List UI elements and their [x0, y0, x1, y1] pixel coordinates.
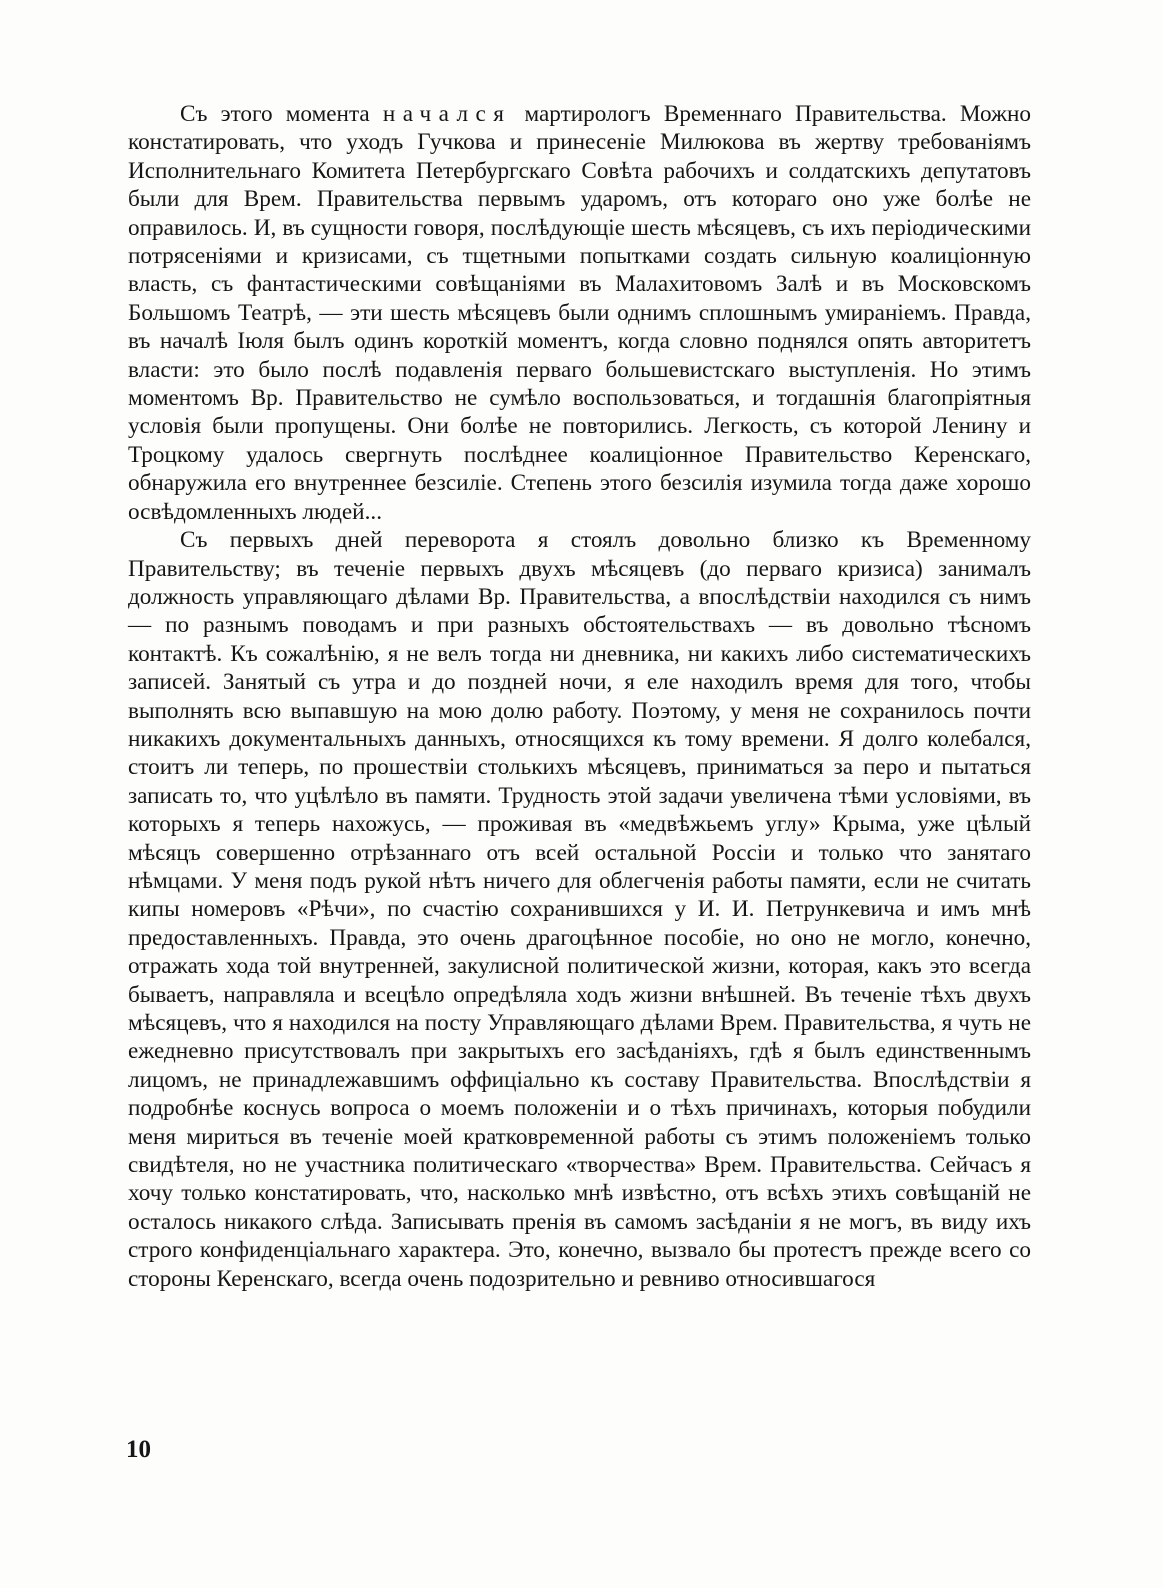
paragraph: Съ первыхъ дней переворота я стоялъ довольно близко къ Временному Правительству; въ теченіе первыхъ двухъ мѣсяцевъ (до перваго кризиса) занималъ должность управляющаго дѣлами Вр. Правительства, а впослѣдствіи находился съ нимъ — по разнымъ поводамъ и при разныхъ обстоятельствахъ — въ довольно тѣсномъ контактѣ. Къ сожалѣнію, я не велъ тогда ни дневника, ни какихъ либо систематическихъ записей. Занятый съ утра и до поздней ночи, я еле находилъ время для того, чтобы выполнять всю выпавшую на мою долю работу. Поэтому, у меня не сохранилось почти никакихъ документальныхъ данныхъ, относящихся къ тому времени. Я долго колебался, стоитъ ли теперь, по прошествіи столькихъ мѣсяцевъ, приниматься за перо и пытаться записать то, что уцѣлѣло въ памяти. Трудность этой задачи увеличена тѣми условіями, въ которыхъ я теперь нахожусь, — проживая въ «медвѣжьемъ углу» Крыма, уже цѣлый мѣсяцъ совершенно отрѣзаннаго отъ всей остальной Россіи и только что занятаго нѣмцами. У меня подъ рукой нѣтъ ничего для облегченія работы памяти, если не считать кипы номеровъ «Рѣчи», по счастію сохранившихся у И. И. Петрункевича и имъ мнѣ предоставленныхъ. Правда, это очень драгоцѣнное пособіе, но оно не могло, конечно, отражать хода той внутренней, закулисной политической жизни, которая, какъ это всегда бываетъ, направляла и всецѣло опредѣляла ходъ жизни внѣшней. Въ теченіе тѣхъ двухъ мѣсяцевъ, что я находился на посту Управляющаго дѣлами Врем. Правительства, я чуть не ежедневно присутствовалъ при закрытыхъ его засѣданіяхъ, гдѣ я былъ единственнымъ лицомъ, не принадлежавшимъ оффиціально къ составу Правительства. Впослѣдствіи я подробнѣе коснусь вопроса о моемъ положеніи и о тѣхъ причинахъ, которыя побудили меня мириться въ теченіе моей кратковременной работы съ этимъ положеніемъ только свидѣтеля, но не участника политическаго «творчества» Врем. Правительства. Сейчасъ я хочу только констатировать, что, насколько мнѣ извѣстно, отъ всѣхъ этихъ совѣщаній не осталось никакого слѣда. Записывать пренія въ самомъ засѣданіи я не могъ, въ виду ихъ строго конфиденціальнаго характера. Это, конечно, вызвало бы протестъ прежде всего со стороны Керенскаго, всегда очень подозрительно и ревниво относившагося: [128, 527, 1031, 1292]
paragraph-lead: Съ этого момента: [180, 101, 383, 127]
spaced-emphasis: начался: [382, 101, 512, 127]
page-number: 10: [126, 1436, 151, 1463]
body-text: [128, 100, 1031, 1293]
paragraph-rest: мартирологъ Временнаго Правительства. Можно констатировать, что уходъ Гучкова и принесеніе Милюкова въ жертву требованіямъ Исполнительнаго Комитета Петербургскаго Совѣта рабочихъ и солдатскихъ депутатовъ были для Врем. Правительства первымъ ударомъ, отъ котораго оно уже болѣе не оправилось. И, въ сущности говоря, послѣдующіе шесть мѣсяцевъ, съ ихъ періодическими потрясеніями и кризисами, съ тщетными попытками создать сильную коалиціонную власть, съ фантастическими совѣщаніями въ Малахитовомъ Залѣ и въ Московскомъ Большомъ Театрѣ, — эти шесть мѣсяцевъ были однимъ сплошнымъ умираніемъ. Правда, въ началѣ Іюля былъ одинъ короткій моментъ, когда словно поднялся опять авторитетъ власти: это было послѣ подавленія перваго большевистскаго выступленія. Но этимъ моментомъ Вр. Правительство не сумѣло воспользоваться, и тогдашнія благопріятныя условія были пропущены. Они болѣе не повторились. Легкость, съ которой Ленину и Троцкому удалось свергнуть послѣднее коалиціонное Правительство Керенскаго, обнаружила его внутреннее безсиліе. Степень этого безсилія изумила тогда даже хорошо освѣдомленныхъ людей...: [128, 101, 1032, 525]
paragraph: [128, 100, 1031, 526]
